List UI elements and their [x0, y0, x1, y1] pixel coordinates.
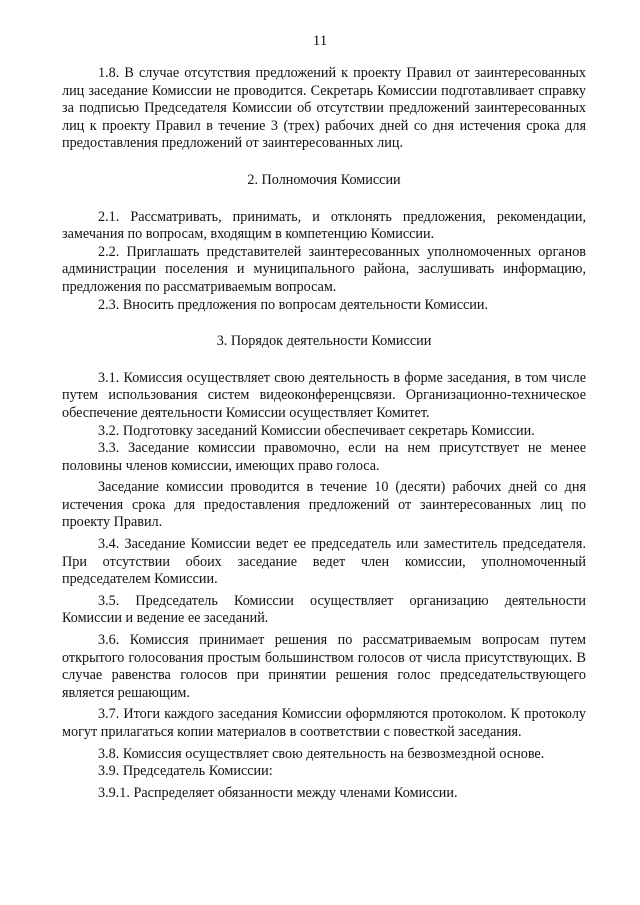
paragraph-3-3: 3.3. Заседание комиссии правомочно, если на нем присутствует не менее половины членов комиссии, имеющих право голоса. — [62, 440, 586, 474]
paragraph-2-2: 2.2. Приглашать представителей заинтересованных уполномоченных органов администрации поселения и муниципального района, заслушивать информацию, предложения по рассматриваемым вопросам. — [62, 243, 586, 295]
paragraph-3-6: 3.6. Комиссия принимает решения по рассматриваемым вопросам путем открытого голосования простым большинством голосов от числа присутствующих. В случае равенства голосов при принятии решения голос председательствующего является решающим. — [62, 632, 586, 701]
paragraph-3-9-1: 3.9.1. Распределяет обязанности между членами Комиссии. — [98, 784, 458, 801]
paragraph-2-1: 2.1. Рассматривать, принимать, и отклонять предложения, рекомендации, замечания по вопросам, входящим в компетенцию Комиссии. — [62, 208, 586, 243]
paragraph-3-1: 3.1. Комиссия осуществляет свою деятельность в форме заседания, в том числе путем использования систем видеоконференцсвязи. Организационно-техническое обеспечение деятельности Комиссии осуществляет Комитет. — [62, 369, 586, 421]
paragraph-3-9: 3.9. Председатель Комиссии: — [98, 763, 273, 780]
paragraph-1-8: 1.8. В случае отсутствия предложений к проекту Правил от заинтересованных лиц заседание Комиссии не проводится. Секретарь Комиссии подготавливает справку за подписью Председателя Комиссии об отсутствии предложений заинтересованных лиц к проекту Правил в течение 3 (трех) рабочих дней со дня истечения срока для предоставления предложений от заинтересованных лиц. — [62, 65, 586, 152]
paragraph-3-5: 3.5. Председатель Комиссии осуществляет организацию деятельности Комиссии и ведение ее заседаний. — [62, 592, 586, 627]
section-2-heading: 2. Полномочия Комиссии — [247, 171, 401, 188]
page-number: 11 — [312, 33, 328, 49]
paragraph-3-3-continued: Заседание комиссии проводится в течение 10 (десяти) рабочих дней со дня истечения срока для предоставления предложений от заинтересованных лиц по проекту Правил. — [62, 479, 586, 531]
document-body — [62, 65, 586, 802]
paragraph-3-4: 3.4. Заседание Комиссии ведет ее председатель или заместитель председателя. При отсутствии обоих заседание ведет член комиссии, уполномоченный председателем Комиссии. — [62, 536, 586, 588]
paragraph-3-8: 3.8. Комиссия осуществляет свою деятельность на безвозмездной основе. — [98, 745, 545, 762]
paragraph-3-2: 3.2. Подготовку заседаний Комиссии обеспечивает секретарь Комиссии. — [98, 422, 535, 439]
paragraph-2-3: 2.3. Вносить предложения по вопросам деятельности Комиссии. — [98, 296, 489, 313]
section-3-heading: 3. Порядок деятельности Комиссии — [216, 333, 432, 350]
paragraph-3-7: 3.7. Итоги каждого заседания Комиссии оформляются протоколом. К протоколу могут прилагаться копии материалов в соответствии с повесткой заседания. — [62, 706, 586, 740]
